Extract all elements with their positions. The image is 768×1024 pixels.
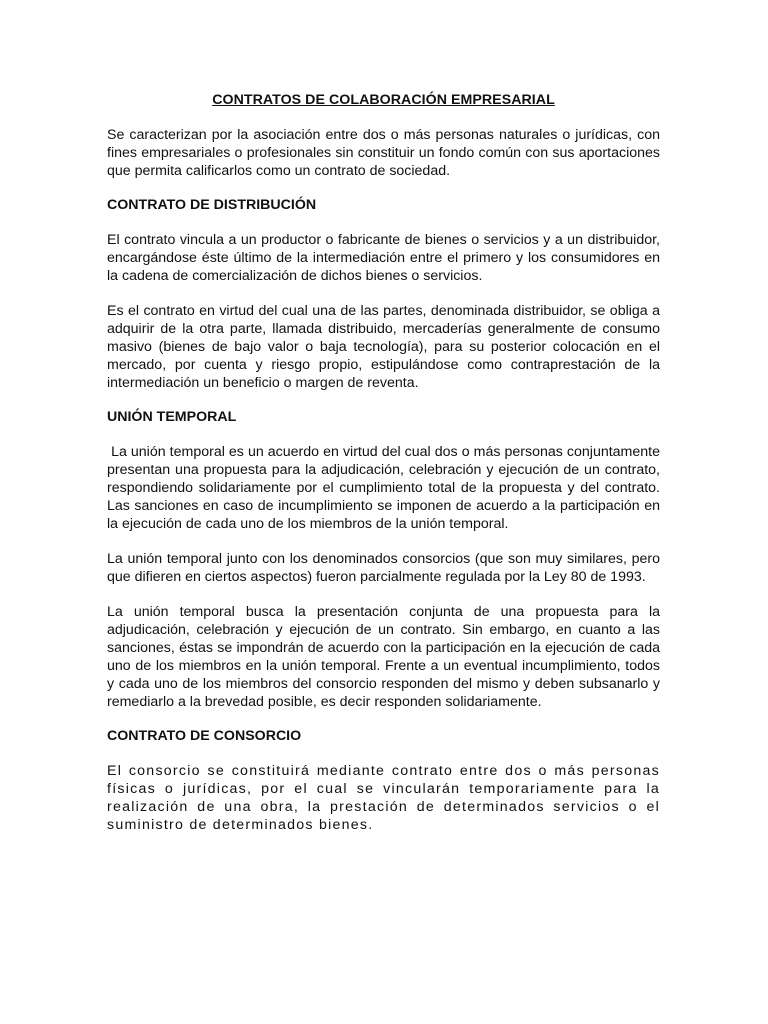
- document-title: CONTRATOS DE COLABORACIÓN EMPRESARIAL: [212, 92, 555, 108]
- distribucion-paragraph-2: Es el contrato en virtud del cual una de las partes, denominada distribuidor, se obliga a adquirir de la otra parte, llamada distribuido, mercaderías generalmente de consumo masivo (bienes de bajo valor o baja tecnología), para su posterior colocación en el mercado, por cuenta y riesgo propio, estipulándose como contraprestación de la intermediación un beneficio o margen de reventa.: [107, 303, 660, 391]
- distribucion-paragraph-1: El contrato vincula a un productor o fabricante de bienes o servicios y a un distribuidor, encargándose éste último de la intermediación entre el primero y los consumidores en la cadena de comercialización de dichos bienes o servicios.: [107, 232, 660, 284]
- section-heading-distribucion: CONTRATO DE DISTRIBUCIÓN: [107, 197, 317, 213]
- consorcio-paragraph-1: El consorcio se constituirá mediante contrato entre dos o más personas físicas o jurídicas, por el cual se vincularán temporariamente para la realización de una obra, la prestación de determinados servicios o el suministro de determinados bienes.: [107, 763, 660, 833]
- section-heading-union-temporal: UNIÓN TEMPORAL: [107, 409, 237, 425]
- union-temporal-paragraph-1: La unión temporal es un acuerdo en virtud del cual dos o más personas conjuntamente presentan una propuesta para la adjudicación, celebración y ejecución de un contrato, respondiendo solidariamente por el cumplimiento total de la propuesta y del contrato. Las sanciones en caso de incumplimiento se imponen de acuerdo a la participación en la ejecución de cada uno de los miembros de la unión temporal.: [107, 444, 664, 532]
- intro-paragraph: Se caracterizan por la asociación entre dos o más personas naturales o jurídicas, con fines empresariales o profesionales sin constituir un fondo común con sus aportaciones que permita calificarlos como un contrato de sociedad.: [107, 127, 660, 179]
- section-heading-consorcio: CONTRATO DE CONSORCIO: [107, 728, 302, 744]
- document-page: [107, 92, 664, 851]
- union-temporal-paragraph-3: La unión temporal busca la presentación conjunta de una propuesta para la adjudicación, celebración y ejecución de un contrato. Sin embargo, en cuanto a las sanciones, éstas se impondrán de acuerdo con la participación en la ejecución de cada uno de los miembros en la unión temporal. Frente a un eventual incumplimiento, todos y cada uno de los miembros del consorcio responden del mismo y deben subsanarlo y remediarlo a la brevedad posible, es decir responden solidariamente.: [107, 604, 660, 710]
- union-temporal-paragraph-2: La unión temporal junto con los denominados consorcios (que son muy similares, pero que difieren en ciertos aspectos) fueron parcialmente regulada por la Ley 80 de 1993.: [107, 551, 660, 585]
